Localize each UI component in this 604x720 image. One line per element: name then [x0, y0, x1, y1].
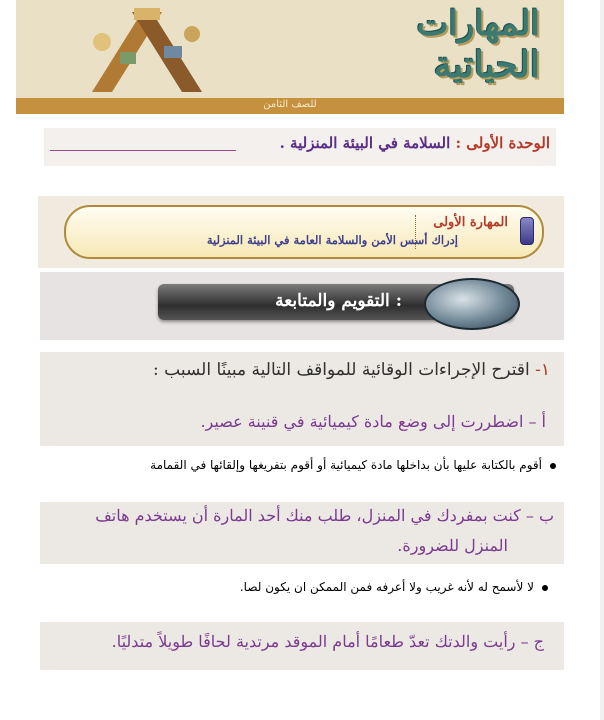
evaluation-section [40, 272, 564, 340]
banner-title-line1: المهارات [416, 4, 540, 44]
unit-label: الوحدة الأولى : [455, 134, 550, 152]
unit-name: السلامة في البيئة المنزلية . [279, 134, 451, 152]
situation-a: أ – اضطررت إلى وضع مادة كيميائية في قنينة عصير. [200, 412, 546, 431]
answer-b-text: لا لأسمح له لأنه غريب ولا أعرفه فمن الممكن ان يكون لصا. [239, 580, 534, 594]
situation-c-block [40, 622, 564, 670]
question-block [40, 352, 564, 446]
situation-c: ج – رأيت والدتك تعدّ طعامًا أمام الموقد مرتدية لحافًا طويلاً متدليًا. [111, 632, 544, 651]
question-text [153, 360, 550, 380]
answer-a [150, 458, 556, 472]
evaluation-title: التقويم والمتابعة : [275, 291, 402, 311]
answer-a-text: أقوم بالكتابة عليها بأن بداخلها مادة كيميائية أو أقوم بتفريغها وإلقائها في القمامة [150, 458, 542, 472]
skill-text: إدراك أسس الأمن والسلامة العامة في البيئة المنزلية [206, 233, 458, 247]
unit-underline [50, 150, 236, 151]
question-prompt: اقترح الإجراءات الوقائية للمواقف التالية مبينًا السبب : [153, 360, 530, 380]
situation-b-line1: ب – كنت بمفردك في المنزل، طلب منك أحد المارة أن يستخدم هاتف [95, 506, 554, 525]
book-illustration [72, 2, 222, 102]
banner-title-line2: الحياتية [433, 44, 540, 86]
unit-title [280, 134, 550, 152]
situation-b-line2: المنزل للضرورة. [397, 536, 508, 555]
header-banner [16, 0, 564, 114]
banner-grade: للصف الثامن [263, 99, 317, 110]
skill-section [38, 196, 564, 268]
skill-marker-icon [520, 217, 534, 245]
banner-grade-band [16, 98, 564, 114]
answer-b [240, 580, 548, 594]
skill-box [64, 205, 544, 259]
unit-heading [44, 128, 556, 166]
evaluation-banner [158, 284, 514, 320]
skill-label: المهارة الأولى [433, 215, 508, 230]
situation-b-block [40, 502, 564, 564]
lens-icon [424, 278, 520, 330]
question-number: ١- [535, 360, 550, 380]
bullet-icon [550, 463, 556, 469]
bullet-icon [542, 585, 548, 591]
page-edge [600, 0, 604, 720]
